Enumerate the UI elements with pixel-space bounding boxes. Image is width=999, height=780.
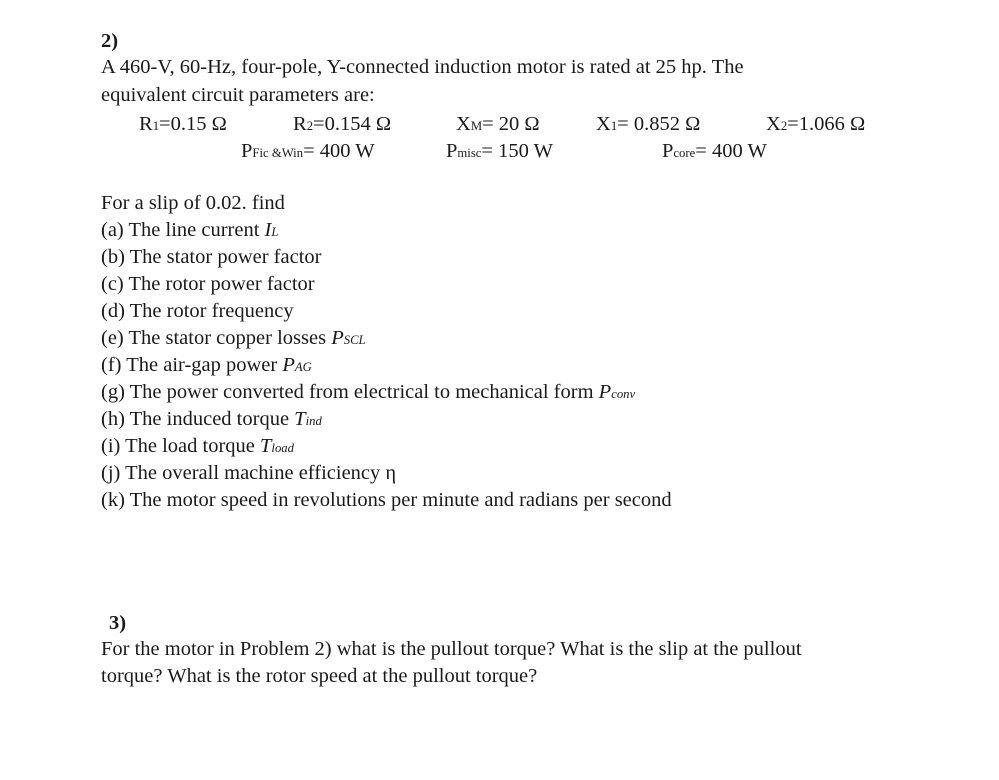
param-x2: X2=1.066 Ω: [766, 113, 866, 135]
question-b: (b) The stator power factor: [101, 246, 322, 268]
param-x1: X1= 0.852 Ω: [596, 113, 701, 135]
question-k: (k) The motor speed in revolutions per minute and radians per second: [101, 489, 672, 511]
param-p-core: Pcore= 400 W: [662, 140, 767, 162]
problem-2-intro-line-1: A 460-V, 60-Hz, four-pole, Y-connected induction motor is rated at 25 hp. The: [101, 56, 744, 78]
param-r1: R1=0.15 Ω: [139, 113, 227, 135]
param-p-friction-windage: PFic &Win= 400 W: [241, 140, 375, 162]
slip-line: For a slip of 0.02. find: [101, 192, 285, 214]
problem-3-line-2: torque? What is the rotor speed at the pullout torque?: [101, 665, 538, 687]
question-a: (a) The line current IL: [101, 219, 279, 241]
problem-3-number: 3): [109, 612, 127, 634]
question-j: (j) The overall machine efficiency η: [101, 462, 397, 484]
problem-2-intro-line-2: equivalent circuit parameters are:: [101, 84, 375, 106]
question-c: (c) The rotor power factor: [101, 273, 315, 295]
param-r2: R2=0.154 Ω: [293, 113, 392, 135]
param-p-misc: Pmisc= 150 W: [446, 140, 553, 162]
question-d: (d) The rotor frequency: [101, 300, 294, 322]
problem-2-number: 2): [101, 30, 119, 52]
question-e: (e) The stator copper losses PSCL: [101, 327, 366, 349]
question-h: (h) The induced torque Tind: [101, 408, 322, 430]
question-i: (i) The load torque Tload: [101, 435, 295, 457]
problem-3-line-1: For the motor in Problem 2) what is the pullout torque? What is the slip at the pullout: [101, 638, 802, 660]
question-g: (g) The power converted from electrical to mechanical form Pconv: [101, 381, 636, 403]
question-f: (f) The air-gap power PAG: [101, 354, 312, 376]
param-xm: XM= 20 Ω: [456, 113, 540, 135]
